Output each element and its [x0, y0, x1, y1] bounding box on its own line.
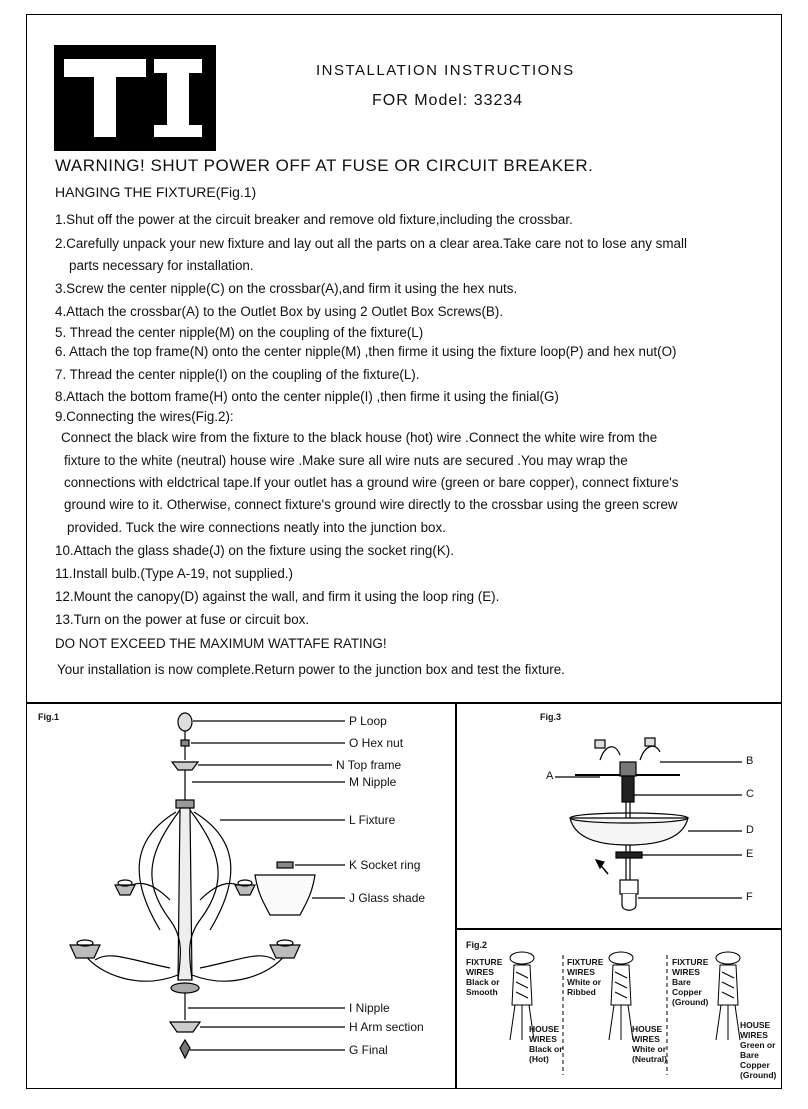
fig2-house-wires-label-1	[529, 1024, 563, 1064]
step-line: fixture to the white (neutral) house wire .Make sure all wire nuts are secured .You may wrap the	[64, 453, 628, 468]
fig3-callout-d: D	[746, 824, 754, 836]
fig1-callout-top-frame: N Top frame	[336, 758, 402, 772]
step-line: 6. Attach the top frame(N) onto the center nipple(M) ,then firme it using the fixture loop(P) and hex nut(O)	[55, 344, 677, 359]
step-line: 7. Thread the center nipple(I) on the coupling of the fixture(L).	[55, 367, 420, 382]
fig2-text: Copper	[740, 1060, 770, 1070]
fig2-house-wires-label-3	[740, 1020, 776, 1080]
fig1-callout-arm-section: H Arm section	[349, 1020, 424, 1034]
fig2-text: Bare	[740, 1050, 759, 1060]
step-line: 4.Attach the crossbar(A) to the Outlet Box by using 2 Outlet Box Screws(B).	[55, 304, 504, 319]
fig1-callout-nipple-i: I Nipple	[349, 1001, 390, 1015]
step-line: 5. Thread the center nipple(M) on the coupling of the fixture(L)	[55, 325, 424, 340]
fig1-label: Fig.1	[38, 712, 60, 722]
step-line: Connect the black wire from the fixture to the black house (hot) wire .Connect the white wire from the	[61, 430, 658, 445]
fig2-text: Black or	[529, 1044, 563, 1054]
fig2-text: WIRES	[672, 967, 700, 977]
step-line: DO NOT EXCEED THE MAXIMUM WATTAFE RATING!	[55, 636, 387, 651]
step-line: 3.Screw the center nipple(C) on the crossbar(A),and firm it using the hex nuts.	[55, 281, 518, 296]
fig2-text: HOUSE	[529, 1024, 560, 1034]
fig1-callout-loop: P Loop	[349, 714, 387, 728]
fig2-text: WIRES	[466, 967, 494, 977]
step-line: 2.Carefully unpack your new fixture and lay out all the parts on a clear area.Take care not to lose any small	[55, 236, 687, 251]
fig1-callout-socket-ring: K Socket ring	[349, 858, 421, 872]
fig2-text: HOUSE	[740, 1020, 771, 1030]
fig2-label: Fig.2	[466, 940, 488, 950]
fig1-callout-hex-nut: O Hex nut	[349, 736, 404, 750]
fig3-callout-a: A	[546, 770, 554, 782]
section-title: HANGING THE FIXTURE(Fig.1)	[55, 184, 257, 200]
step-line: 12.Mount the canopy(D) against the wall, and firm it using the loop ring (E).	[55, 589, 500, 604]
fig2-text: Ribbed	[567, 987, 596, 997]
fig2-text: (Hot)	[529, 1054, 549, 1064]
step-line: 9.Connecting the wires(Fig.2):	[55, 409, 234, 424]
fig1-callout-nipple-m: M Nipple	[349, 775, 397, 789]
step-line: 1.Shut off the power at the circuit breaker and remove old fixture,including the crossbar.	[55, 212, 573, 227]
logo-letters-icon	[54, 45, 216, 151]
figures-vertical-divider	[455, 702, 457, 1089]
fig2-text: Copper	[672, 987, 702, 997]
fig2-text: WIRES	[632, 1034, 660, 1044]
fig2-text: (Ground)	[672, 997, 709, 1007]
fig3-callout-e: E	[746, 848, 754, 860]
step-line: 13.Turn on the power at fuse or circuit box.	[55, 612, 310, 627]
fig1-callout-glass-shade: J Glass shade	[349, 891, 426, 905]
fig2-text: Bare	[672, 977, 691, 987]
fig2-text: FIXTURE	[466, 957, 503, 967]
fig2-text: HOUSE	[632, 1024, 663, 1034]
step-line: Your installation is now complete.Return power to the junction box and test the fixture.	[57, 662, 565, 677]
step-line: 8.Attach the bottom frame(H) onto the center nipple(I) ,then firme it using the finial(G)	[55, 389, 559, 404]
document-title: INSTALLATION INSTRUCTIONS	[316, 62, 575, 79]
step-line: connections with eldctrical tape.If your outlet has a ground wire (green or bare copper), connect fixture's	[64, 475, 679, 490]
fig3-callout-c: C	[746, 788, 754, 800]
fig2-text: WIRES	[740, 1030, 768, 1040]
step-line: ground wire to it. Otherwise, connect fixture's ground wire directly to the crossbar using the green screw	[64, 497, 678, 512]
fig3-callout-b: B	[746, 755, 754, 767]
step-line: provided. Tuck the wire connections neatly into the junction box.	[67, 520, 446, 535]
step-line: parts necessary for installation.	[69, 258, 254, 273]
fig2-text: Green or	[740, 1040, 776, 1050]
fig2-text: Smooth	[466, 987, 498, 997]
fig2-fixture-wires-label-3	[672, 957, 708, 1007]
fig2-text: (Ground)	[740, 1070, 777, 1080]
fig2-text: FIXTURE	[567, 957, 604, 967]
fig2-text: (Neutral)	[632, 1054, 667, 1064]
fig2-text: WIRES	[529, 1034, 557, 1044]
fig2-text: Black or	[466, 977, 500, 987]
fig2-fixture-wires-label-2	[567, 957, 603, 997]
fig3-label: Fig.3	[540, 712, 562, 722]
fig2-text: White or	[632, 1044, 666, 1054]
step-line: 11.Install bulb.(Type A-19, not supplied.)	[55, 566, 293, 581]
fig3-fig2-divider	[455, 928, 782, 930]
figures-top-divider	[26, 702, 782, 704]
fig2-text: FIXTURE	[672, 957, 709, 967]
fig2-text: White or	[567, 977, 601, 987]
warning-text: WARNING! SHUT POWER OFF AT FUSE OR CIRCUIT BREAKER.	[55, 156, 594, 175]
fig1-callout-final: G Final	[349, 1043, 388, 1057]
model-number: FOR Model: 33234	[372, 92, 524, 109]
fig1-callout-fixture: L Fixture	[349, 813, 396, 827]
step-line: 10.Attach the glass shade(J) on the fixture using the socket ring(K).	[55, 543, 454, 558]
fig3-callout-f: F	[746, 891, 753, 903]
brand-logo	[54, 45, 216, 151]
fig2-text: WIRES	[567, 967, 595, 977]
fig2-fixture-wires-label-1	[466, 957, 502, 997]
fig2-house-wires-label-2	[632, 1024, 667, 1064]
